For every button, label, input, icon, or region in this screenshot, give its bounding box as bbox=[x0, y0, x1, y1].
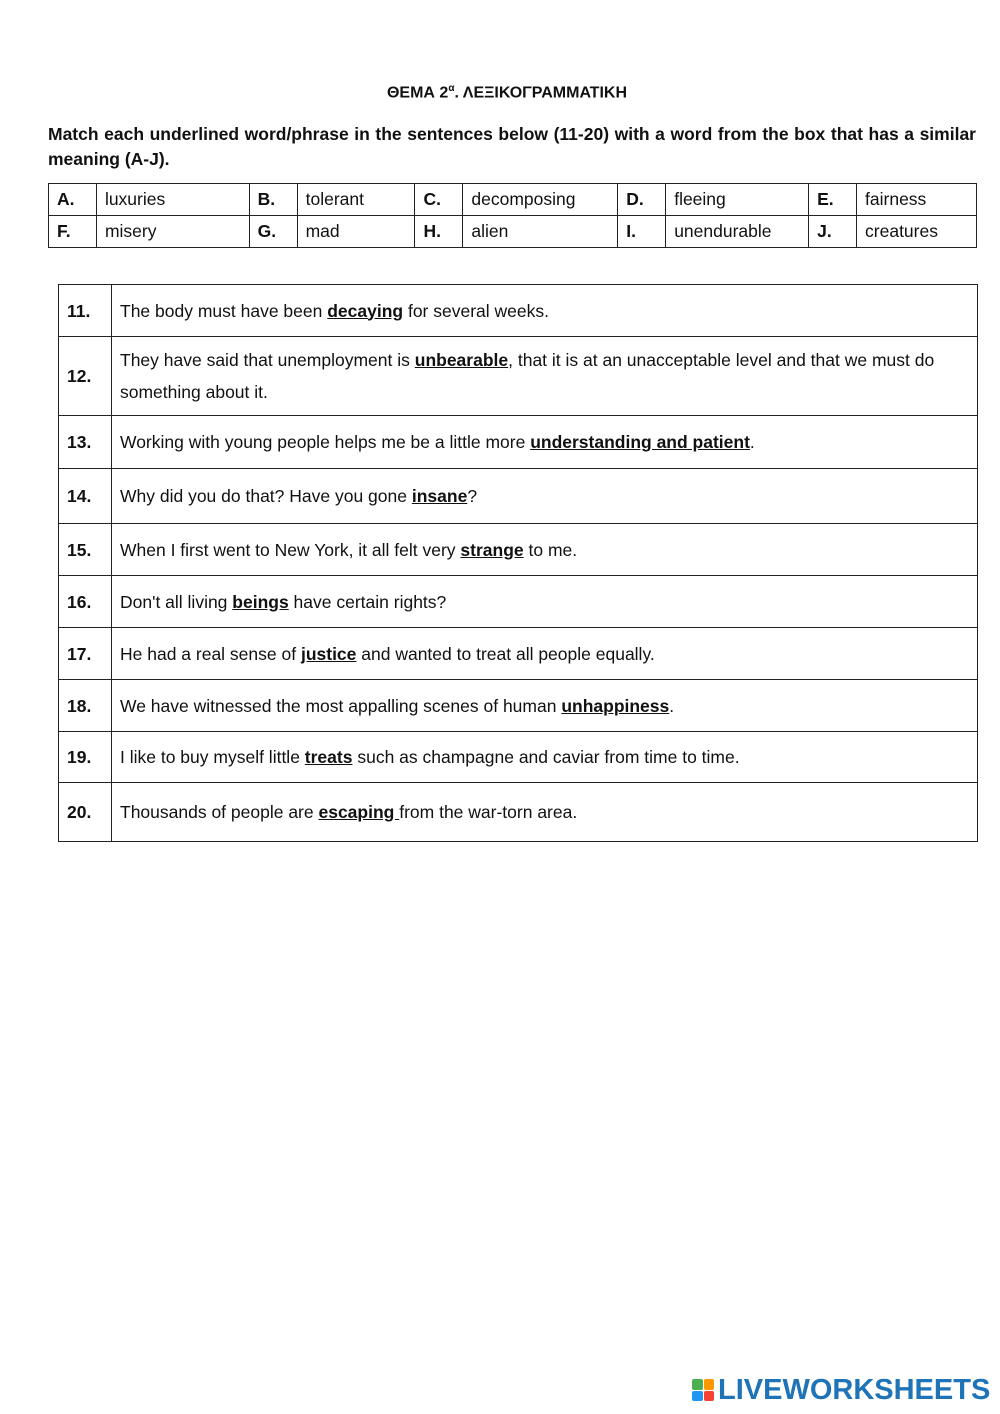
word-box bbox=[48, 183, 977, 248]
option-letter: D. bbox=[618, 184, 666, 216]
underlined-word: treats bbox=[304, 747, 353, 767]
option-letter: A. bbox=[49, 184, 97, 216]
option-word: fleeing bbox=[666, 184, 809, 216]
logo-square bbox=[692, 1391, 703, 1402]
question-row bbox=[59, 576, 978, 628]
question-number: 12. bbox=[59, 337, 112, 416]
option-letter: F. bbox=[49, 216, 97, 248]
question-text: Don't all living beings have certain rights? bbox=[112, 576, 978, 628]
question-number: 20. bbox=[59, 783, 112, 842]
logo-icon bbox=[692, 1379, 714, 1401]
underlined-word: unhappiness bbox=[561, 695, 670, 716]
option-word: creatures bbox=[857, 216, 977, 248]
option-word: mad bbox=[297, 216, 415, 248]
underlined-word: escaping bbox=[318, 802, 400, 822]
question-number: 15. bbox=[59, 524, 112, 576]
question-number: 16. bbox=[59, 576, 112, 628]
underlined-word: understanding and patient bbox=[530, 432, 750, 452]
option-word: decomposing bbox=[463, 184, 618, 216]
question-row bbox=[59, 416, 978, 469]
question-row bbox=[59, 628, 978, 680]
question-row bbox=[59, 732, 978, 783]
question-text: We have witnessed the most appalling scenes of human unhappiness. bbox=[112, 680, 978, 732]
question-text: He had a real sense of justice and wanted to treat all people equally. bbox=[112, 628, 978, 680]
question-row bbox=[59, 337, 978, 416]
question-number: 19. bbox=[59, 732, 112, 783]
underlined-word: justice bbox=[300, 643, 357, 664]
question-row bbox=[59, 285, 978, 337]
option-word: fairness bbox=[857, 184, 977, 216]
option-word: luxuries bbox=[96, 184, 249, 216]
questions-table bbox=[58, 284, 978, 842]
option-letter: C. bbox=[415, 184, 463, 216]
option-letter: J. bbox=[809, 216, 857, 248]
underlined-word: decaying bbox=[327, 300, 404, 321]
question-text: When I first went to New York, it all felt very strange to me. bbox=[112, 524, 978, 576]
question-text: The body must have been decaying for several weeks. bbox=[112, 285, 978, 337]
question-text: Thousands of people are escaping from the war-torn area. bbox=[112, 783, 978, 842]
logo-square bbox=[704, 1379, 715, 1390]
question-text: They have said that unemployment is unbearable, that it is at an unacceptable level and that we must do something about it. bbox=[112, 337, 978, 416]
word-box-row bbox=[49, 216, 977, 248]
underlined-word: strange bbox=[460, 539, 524, 560]
question-number: 13. bbox=[59, 416, 112, 469]
logo-square bbox=[704, 1391, 715, 1402]
instructions: Match each underlined word/phrase in the sentences below (11-20) with a word from the box that has a similar meaning (A-J). bbox=[48, 124, 976, 169]
liveworksheets-logo bbox=[692, 1375, 990, 1405]
option-word: alien bbox=[463, 216, 618, 248]
question-number: 14. bbox=[59, 469, 112, 524]
option-letter: B. bbox=[249, 184, 297, 216]
question-row bbox=[59, 469, 978, 524]
word-box-row bbox=[49, 184, 977, 216]
logo-square bbox=[692, 1379, 703, 1390]
underlined-word: insane bbox=[411, 486, 468, 506]
question-text: I like to buy myself little treats such as champagne and caviar from time to time. bbox=[112, 732, 978, 783]
underlined-word: unbearable bbox=[414, 350, 509, 370]
logo-text: LIVEWORKSHEETS bbox=[718, 1373, 991, 1406]
option-word: misery bbox=[96, 216, 249, 248]
page-title: ΘΕΜΑ $2^\alpha$. ΛΕΞΙΚΟΓΡΑΜΜΑΤΙΚΗ bbox=[386, 83, 627, 102]
underlined-word: beings bbox=[232, 591, 289, 612]
question-text: Working with young people helps me be a little more understanding and patient. bbox=[112, 416, 978, 469]
question-number: 11. bbox=[59, 285, 112, 337]
question-row bbox=[59, 680, 978, 732]
option-letter: I. bbox=[618, 216, 666, 248]
question-row bbox=[59, 524, 978, 576]
option-letter: E. bbox=[809, 184, 857, 216]
question-row bbox=[59, 783, 978, 842]
option-letter: G. bbox=[249, 216, 297, 248]
question-number: 17. bbox=[59, 628, 112, 680]
option-word: tolerant bbox=[297, 184, 415, 216]
question-text: Why did you do that? Have you gone insane? bbox=[112, 469, 978, 524]
question-number: 18. bbox=[59, 680, 112, 732]
option-letter: H. bbox=[415, 216, 463, 248]
option-word: unendurable bbox=[666, 216, 809, 248]
